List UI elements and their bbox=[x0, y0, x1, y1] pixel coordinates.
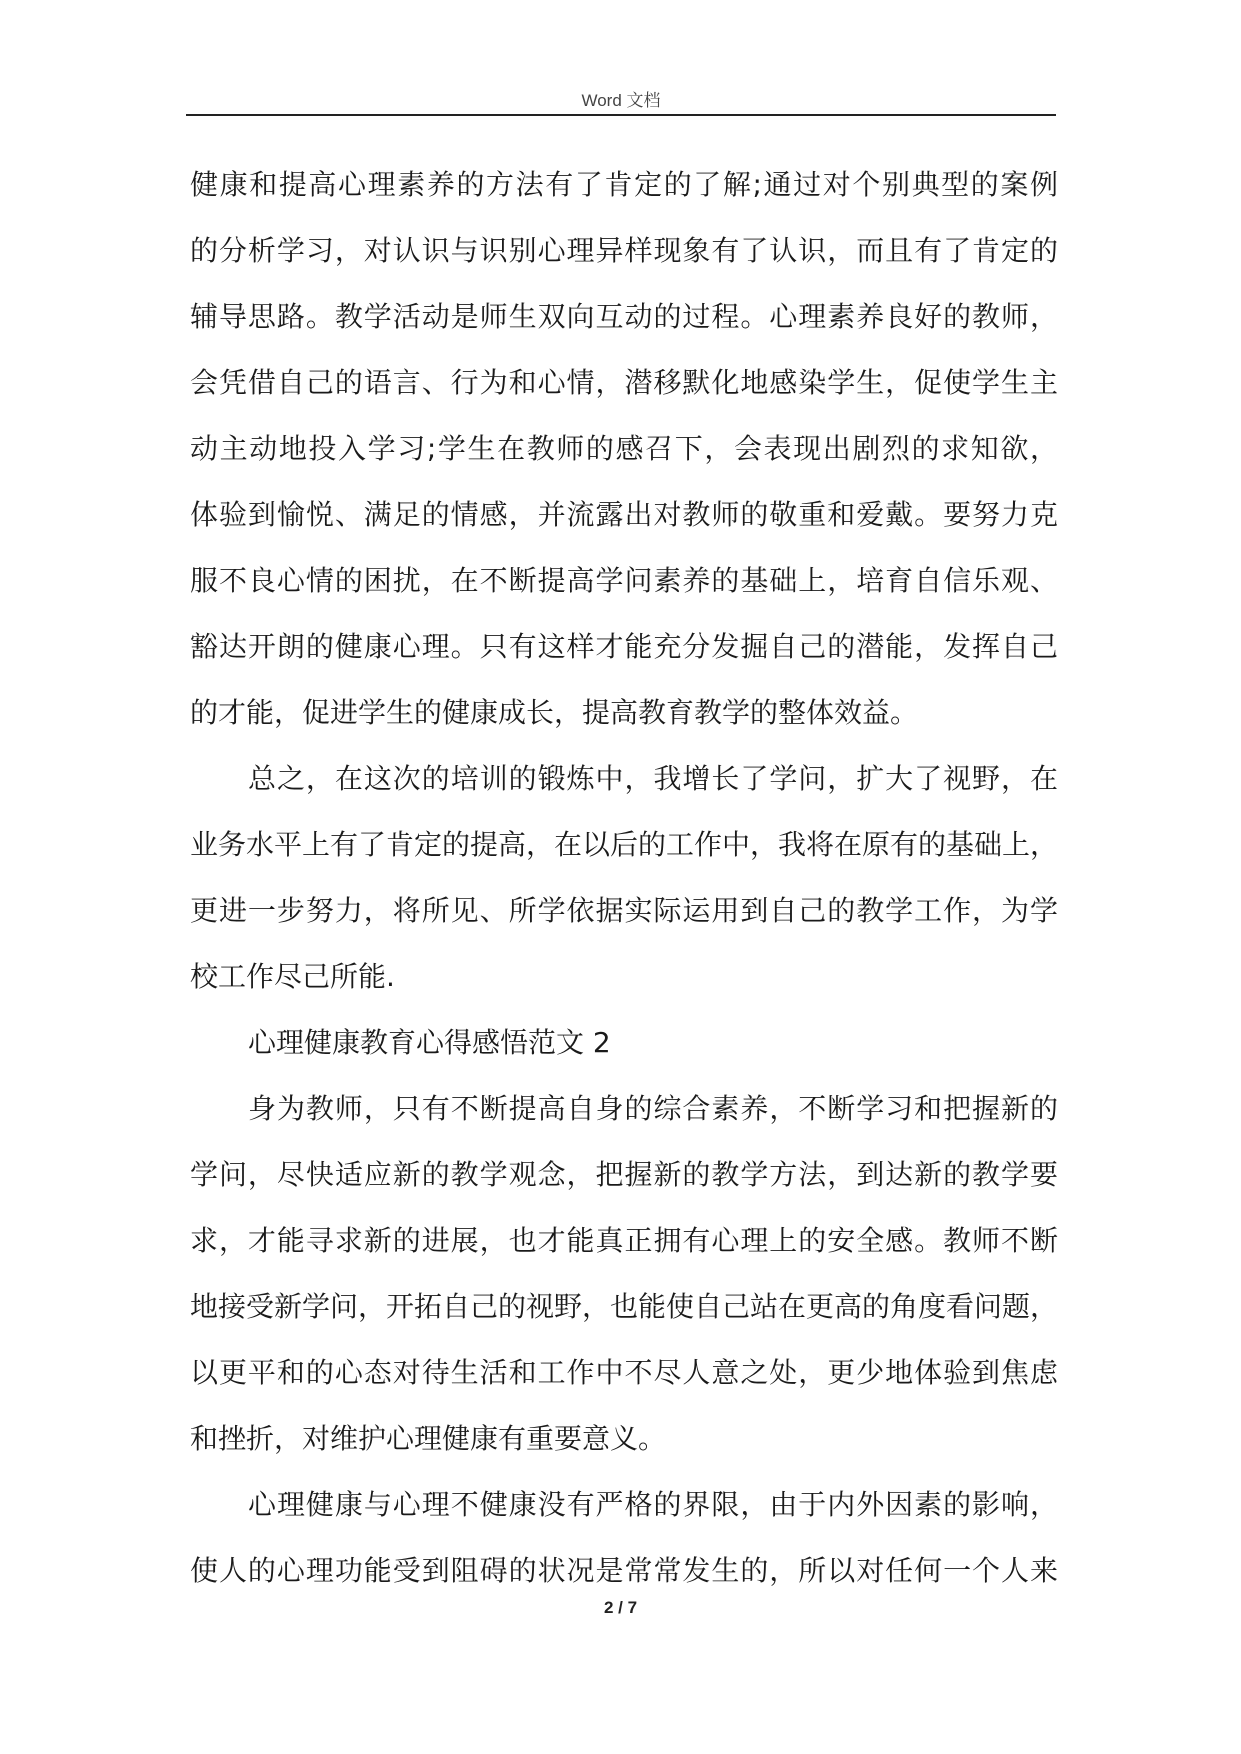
text-line: 健康和提高心理素养的方法有了肯定的了解;通过对个别典型的案例 bbox=[190, 168, 1058, 201]
text-line: 和挫折，对维护心理健康有重要意义。 bbox=[190, 1422, 667, 1455]
text-line: 豁达开朗的健康心理。只有这样才能充分发掘自己的潜能，发挥自己 bbox=[190, 630, 1058, 663]
text-line: 辅导思路。教学活动是师生双向互动的过程。心理素养良好的教师， bbox=[190, 300, 1058, 333]
page-number: 2 / 7 bbox=[603, 1598, 638, 1617]
document-body bbox=[190, 152, 1058, 1604]
text-line: 的才能，促进学生的健康成长，提高教育教学的整体效益。 bbox=[190, 696, 919, 729]
text-line: 身为教师，只有不断提高自身的综合素养，不断学习和把握新的 bbox=[248, 1092, 1058, 1125]
text-line: 学问，尽快适应新的教学观念，把握新的教学方法，到达新的教学要 bbox=[190, 1158, 1058, 1191]
header-divider bbox=[186, 114, 1056, 116]
text-line: 心理健康与心理不健康没有严格的界限，由于内外因素的影响， bbox=[248, 1488, 1058, 1521]
text-line: 体验到愉悦、满足的情感，并流露出对教师的敬重和爱戴。要努力克 bbox=[190, 498, 1058, 531]
text-line: 心理健康教育心得感悟范文 2 bbox=[248, 1026, 611, 1059]
text-line: 校工作尽己所能. bbox=[190, 960, 395, 993]
text-line: 的分析学习，对认识与识别心理异样现象有了认识，而且有了肯定的 bbox=[190, 234, 1058, 267]
text-line: 使人的心理功能受到阻碍的状况是常常发生的，所以对任何一个人来 bbox=[190, 1554, 1058, 1587]
text-line: 更进一步努力，将所见、所学依据实际运用到自己的教学工作，为学 bbox=[190, 894, 1058, 927]
text-line: 以更平和的心态对待生活和工作中不尽人意之处，更少地体验到焦虑 bbox=[190, 1356, 1058, 1389]
text-line: 会凭借自己的语言、行为和心情，潜移默化地感染学生，促使学生主 bbox=[190, 366, 1058, 399]
text-line: 求，才能寻求新的进展，也才能真正拥有心理上的安全感。教师不断 bbox=[190, 1224, 1058, 1257]
page-header-title: Word 文档 bbox=[581, 91, 661, 110]
text-line: 总之，在这次的培训的锻炼中，我增长了学问，扩大了视野，在 bbox=[248, 762, 1058, 795]
text-line: 动主动地投入学习;学生在教师的感召下，会表现出剧烈的求知欲， bbox=[190, 432, 1058, 465]
text-line: 地接受新学问，开拓自己的视野，也能使自己站在更高的角度看问题， bbox=[190, 1290, 1058, 1323]
text-line: 业务水平上有了肯定的提高，在以后的工作中，我将在原有的基础上， bbox=[190, 828, 1058, 861]
text-line: 服不良心情的困扰，在不断提高学问素养的基础上，培育自信乐观、 bbox=[190, 564, 1058, 597]
